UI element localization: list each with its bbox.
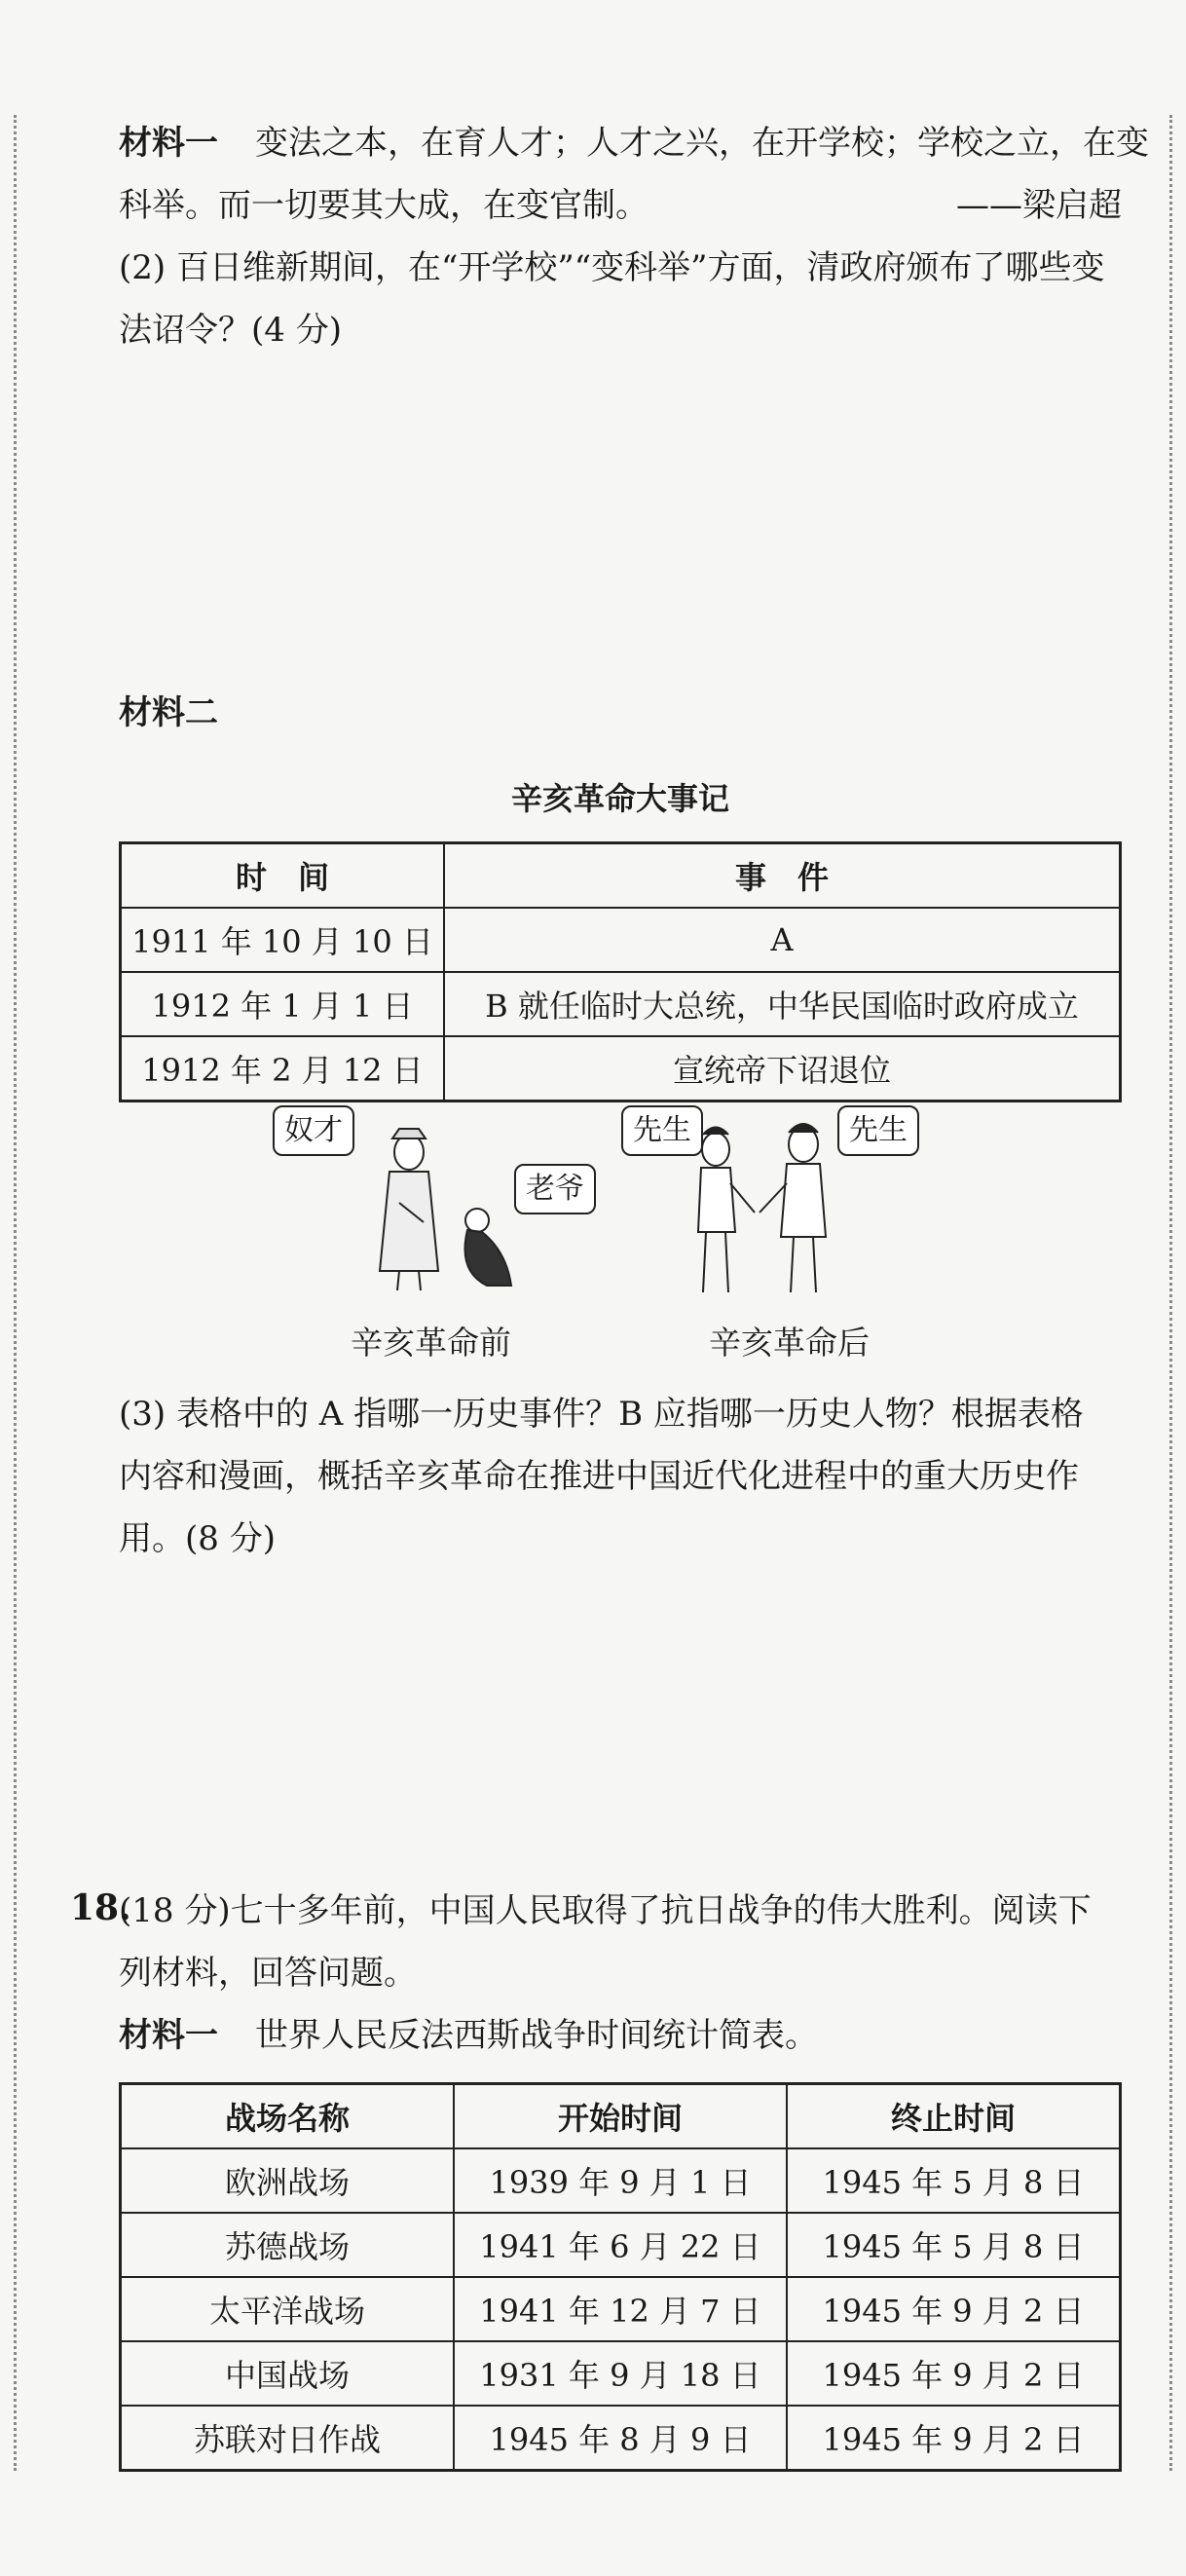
end-cell: 1945 年 5 月 8 日 (787, 2213, 1121, 2277)
column-header: 战场名称 (121, 2084, 455, 2149)
material-source: ——梁启超 (956, 186, 1122, 225)
end-cell: 1945 年 5 月 8 日 (787, 2148, 1121, 2213)
name-cell: 太平洋战场 (121, 2277, 455, 2341)
material-label: 材料二 (119, 693, 218, 732)
question-text: (18 分)七十多年前，中国人民取得了抗日战争的伟大胜利。阅读下 (119, 1891, 1092, 1930)
end-cell: 1945 年 9 月 2 日 (787, 2341, 1121, 2406)
question-text: 法诏令？(4 分) (119, 311, 342, 350)
table-row (121, 2341, 1121, 2406)
event-cell: A (444, 908, 1121, 972)
table-row (121, 2277, 1121, 2341)
end-cell: 1945 年 9 月 2 日 (787, 2406, 1121, 2471)
official-figure (380, 1129, 438, 1290)
question-text: (2) 百日维新期间，在“开学校”“变科举”方面，清政府颁布了哪些变 (119, 248, 1105, 287)
material-text: 科举。而一切要其大成，在变官制。 (119, 186, 649, 225)
event-cell: B 就任临时大总统，中华民国临时政府成立 (444, 972, 1121, 1036)
binding-line-right (1169, 115, 1172, 2471)
start-cell: 1939 年 9 月 1 日 (454, 2148, 787, 2213)
name-cell: 苏德战场 (121, 2213, 455, 2277)
material-two (119, 682, 1122, 1102)
table-title: 辛亥革命大事记 (510, 780, 729, 817)
question-text: (3) 表格中的 A 指哪一历史事件？B 应指哪一历史人物？根据表格 (119, 1395, 1084, 1434)
material-text: 变法之本，在育人才；人才之兴，在开学校；学校之立，在变 (255, 124, 1149, 163)
question-text: 内容和漫画，概括辛亥革命在推进中国近代化进程中的重大历史作 (119, 1457, 1079, 1496)
table-header-row (121, 2084, 1121, 2149)
question-three (119, 1383, 1122, 1570)
column-header: 时 间 (121, 843, 445, 909)
column-header: 终止时间 (787, 2084, 1121, 2149)
question-text: 列材料，回答问题。 (119, 1954, 417, 1993)
start-cell: 1945 年 8 月 9 日 (454, 2406, 787, 2471)
question-text: 用。(8 分) (119, 1519, 276, 1558)
speech-bubble: 奴才 (273, 1105, 354, 1156)
event-cell: 宣统帝下诏退位 (444, 1036, 1121, 1101)
handshake-figures (698, 1124, 826, 1292)
table-header-row (121, 843, 1121, 909)
material-text: 世界人民反法西斯战争时间统计简表。 (255, 2016, 818, 2055)
column-header: 开始时间 (454, 2084, 787, 2149)
column-header: 事 件 (444, 843, 1121, 909)
time-cell: 1912 年 2 月 12 日 (121, 1036, 445, 1101)
binding-line-left (14, 115, 17, 2471)
table-row (121, 2148, 1121, 2213)
end-cell: 1945 年 9 月 2 日 (787, 2277, 1121, 2341)
kneeling-figure (465, 1209, 512, 1286)
start-cell: 1941 年 12 月 7 日 (454, 2277, 787, 2341)
material-label: 材料一 (119, 124, 218, 163)
battlefield-table (119, 2082, 1122, 2472)
revolution-cartoon (263, 1105, 925, 1362)
speech-bubble: 先生 (621, 1105, 703, 1156)
caption-after: 辛亥革命后 (709, 1324, 870, 1362)
name-cell: 欧洲战场 (121, 2148, 455, 2213)
material-label: 材料一 (119, 2016, 218, 2055)
table-row (121, 908, 1121, 972)
table-row (121, 2213, 1121, 2277)
caption-before: 辛亥革命前 (351, 1324, 511, 1362)
material-one (119, 112, 1149, 361)
speech-bubble: 先生 (837, 1105, 919, 1156)
table-row (121, 1036, 1121, 1101)
events-table (119, 841, 1122, 1102)
table-row (121, 2406, 1121, 2471)
question-number: 18. (70, 1887, 131, 1928)
start-cell: 1931 年 9 月 18 日 (454, 2341, 787, 2406)
table-row (121, 972, 1121, 1036)
time-cell: 1911 年 10 月 10 日 (121, 908, 445, 972)
time-cell: 1912 年 1 月 1 日 (121, 972, 445, 1036)
name-cell: 苏联对日作战 (121, 2406, 455, 2471)
name-cell: 中国战场 (121, 2341, 455, 2406)
start-cell: 1941 年 6 月 22 日 (454, 2213, 787, 2277)
question-eighteen (119, 1880, 1122, 2472)
speech-bubble: 老爷 (514, 1164, 596, 1214)
